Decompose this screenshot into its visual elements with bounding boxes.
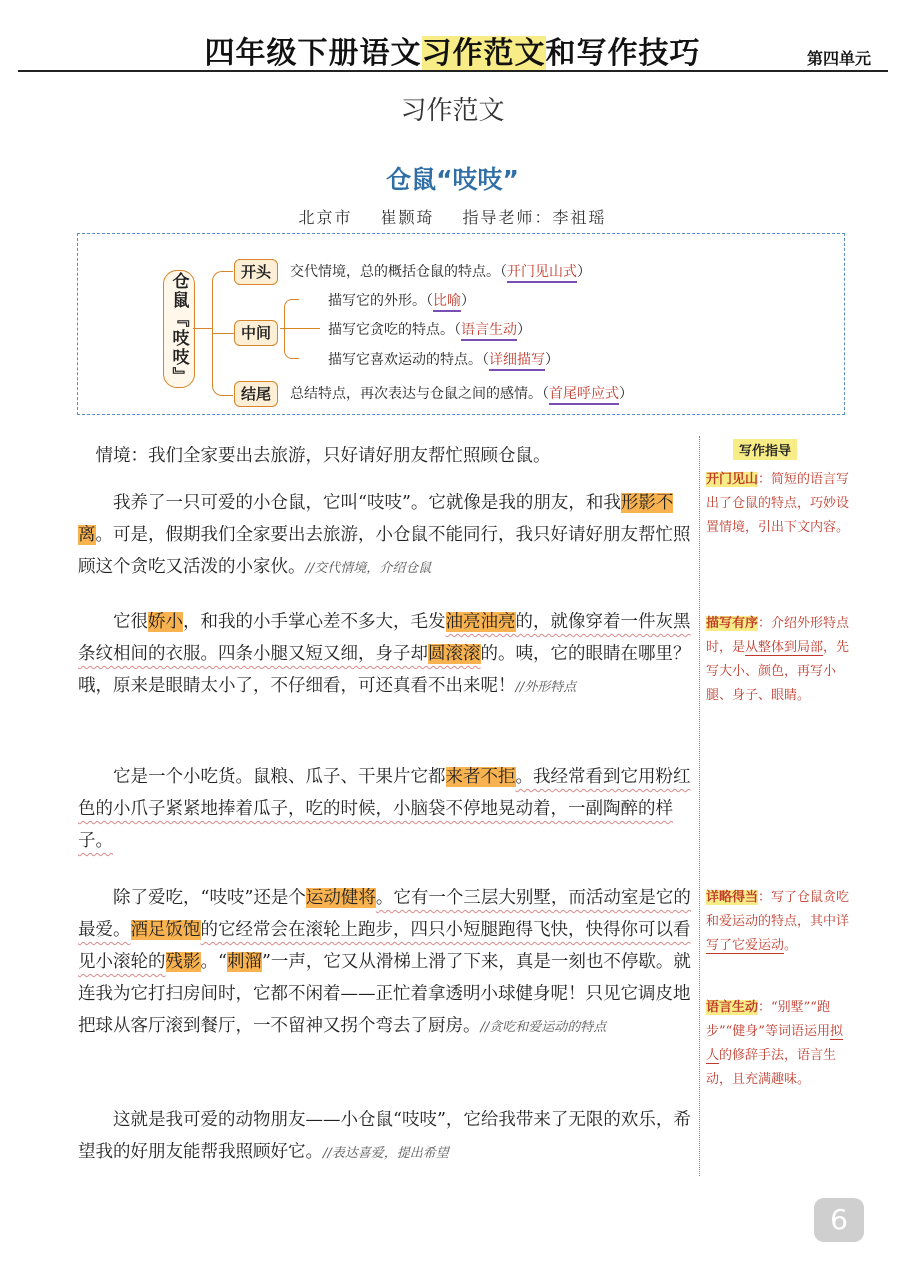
paragraph-context: 情境：我们全家要出去旅游，只好请好朋友帮忙照顾仓鼠。 (95, 446, 551, 466)
page-number: 6 (814, 1198, 864, 1242)
document-title: 四年级下册语文习作范文和写作技巧 (204, 36, 701, 71)
header-rule (18, 70, 888, 72)
connector (212, 333, 235, 334)
unit-label: 第四单元 (806, 49, 871, 68)
side-note-open: 开门见山：简短的语言写出了仓鼠的特点，巧妙设置情境，引出下文内容。 (706, 472, 850, 535)
essay-title: 仓鼠“吱吱” (386, 165, 519, 194)
side-separator (699, 436, 700, 1176)
connector (193, 328, 213, 329)
paragraph-3: 它是一个小吃货。鼠粮、瓜子、干果片它都来者不拒。我经常看到它用粉红色的小爪子紧紧地捧着瓜子，吃的时候，小脑袋不停地晃动着，一副陶醉的样子。 (78, 767, 691, 851)
paragraph-1: 我养了一只可爱的小仓鼠，它叫“吱吱”。它就像是我的朋友，和我形影不离。可是，假期我们全家要出去旅游，小仓鼠不能同行，我只好请好朋友帮忙照顾这个贪吃又活泼的小家伙。//交代情境，介绍仓鼠 (78, 493, 691, 577)
side-note-order: 描写有序：介绍外形特点时，是从整体到局部，先写大小、颜色，再写小腿、身子、眼睛。 (706, 616, 850, 703)
side-note-language: 语言生动：“别墅”“跑步”“健身”等词语运用拟人的修辞手法，语言生动，且充满趣味。 (706, 1000, 843, 1087)
outline-end-text: 总结特点，再次表达与仓鼠之间的感情。（首尾呼应式） (290, 383, 633, 403)
paragraph-2: 它很娇小，和我的小手掌心差不多大，毛发油亮油亮的，就像穿着一件灰黑条纹相间的衣服。四条小腿又短又细，身子却圆滚滚的。咦，它的眼睛在哪里？哦，原来是眼睛太小了，不仔细看，可还真看不出来呢！//外形特点 (78, 612, 691, 696)
connector (284, 299, 299, 359)
side-note-detail: 详略得当：写了仓鼠贪吃和爱运动的特点，其中详写了它爱运动。 (706, 890, 850, 953)
paragraph-4: 除了爱吃，“吱吱”还是个运动健将。它有一个三层大别墅，而活动室是它的最爱。酒足饭饱的它经常会在滚轮上跑步，四只小短腿跑得飞快，快得你可以看见小滚轮的残影。“刺溜”一声，它又从滑梯上滑了下来，真是一刻也不停歇。就连我为它打扫房间时，它都不闲着——正忙着拿透明小球健身呢！只见它调皮地把球从客厅滚到餐厅，一不留神又拐个弯去了厨房。//贪吃和爱运动的特点 (78, 888, 691, 1036)
connector (280, 328, 320, 329)
outline-root: 仓鼠『吱吱』 (163, 270, 195, 388)
outline-middle-label: 中间 (234, 320, 278, 346)
outline-open-text: 交代情境，总的概括仓鼠的特点。（开门见山式） (290, 261, 591, 281)
side-heading: 写作指导 (733, 439, 797, 460)
section-subtitle: 习作范文 (400, 96, 505, 126)
outline-middle-item: 描写它的外形。（比喻） (328, 290, 475, 310)
outline-middle-item: 描写它喜欢运动的特点。（详细描写） (328, 349, 559, 369)
author-line: 北京市 崔颢琦 指导老师：李祖瑶 (298, 208, 607, 227)
outline-end-label: 结尾 (234, 381, 278, 407)
paragraph-5: 这就是我可爱的动物朋友——小仓鼠“吱吱”，它给我带来了无限的欢乐，希望我的好朋友能帮我照顾好它。//表达喜爱，提出希望 (78, 1110, 691, 1162)
outline-middle-item: 描写它贪吃的特点。（语言生动） (328, 319, 531, 339)
outline-open-label: 开头 (234, 259, 278, 285)
